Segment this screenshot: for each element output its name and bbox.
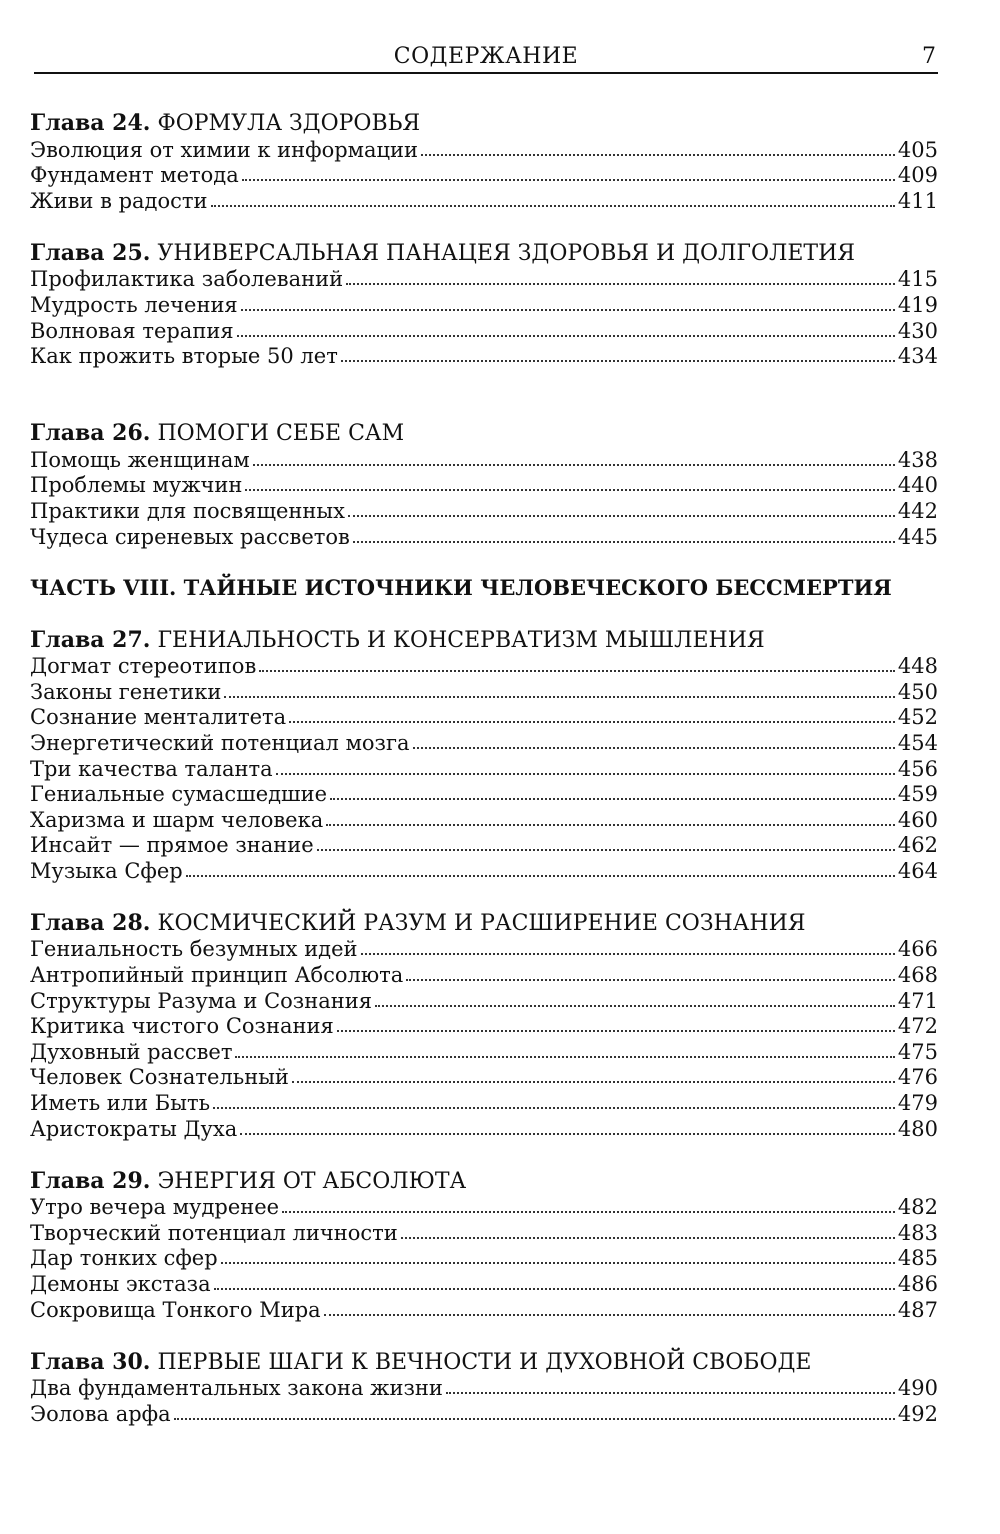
toc-entry[interactable]: [30, 1064, 938, 1090]
spacer: [30, 883, 938, 910]
chapter-label: Глава 27.: [30, 626, 151, 653]
toc-entry[interactable]: [30, 187, 938, 213]
toc-entry[interactable]: [30, 936, 938, 962]
entry-title: Структуры Разума и Сознания: [30, 988, 372, 1013]
entry-title: Эволюция от химии к информации: [30, 137, 419, 162]
chapter-heading-24: [30, 110, 938, 136]
entry-title: Практики для посвященных: [30, 498, 345, 523]
spacer: [30, 368, 938, 420]
entry-page-number: 454: [897, 730, 938, 755]
entry-page-number: 468: [897, 963, 938, 988]
entry-page-number: 490: [897, 1376, 938, 1401]
dot-leader: [324, 1314, 895, 1316]
chapter-heading-26: [30, 420, 938, 446]
entry-title: Чудеса сиреневых рассветов: [30, 524, 350, 549]
entry-page-number: 440: [897, 473, 938, 498]
dot-leader: [235, 1056, 894, 1058]
entry-title: Энергетический потенциал мозга: [30, 730, 410, 755]
dot-leader: [211, 205, 895, 207]
chapter-heading-27: [30, 627, 938, 653]
toc-entry[interactable]: [30, 987, 938, 1013]
running-head: [34, 40, 938, 74]
toc-entry[interactable]: [30, 1089, 938, 1115]
dot-leader: [276, 773, 895, 775]
toc-entry[interactable]: [30, 704, 938, 730]
dot-leader: [292, 1081, 895, 1083]
dot-leader: [406, 979, 895, 981]
toc-entry[interactable]: [30, 781, 938, 807]
entry-page-number: 460: [897, 807, 938, 832]
dot-leader: [240, 1133, 895, 1135]
entry-title: Два фундаментальных закона жизни: [30, 1376, 443, 1401]
spacer: [30, 1141, 938, 1168]
entry-title: Профилактика заболеваний: [30, 267, 344, 292]
toc-entry[interactable]: [30, 136, 938, 162]
spacer: [30, 1322, 938, 1349]
entry-title: Фундамент метода: [30, 163, 239, 188]
entry-title: Харизма и шарм человека: [30, 807, 324, 832]
dot-leader: [224, 696, 895, 698]
toc-entry[interactable]: [30, 1038, 938, 1064]
dot-leader: [348, 515, 895, 517]
dot-leader: [361, 953, 895, 955]
toc-entry[interactable]: [30, 446, 938, 472]
entry-page-number: 479: [897, 1091, 938, 1116]
entry-title: Аристократы Духа: [30, 1116, 238, 1141]
toc-entry[interactable]: [30, 1115, 938, 1141]
chapter-title: ПЕРВЫЕ ШАГИ К ВЕЧНОСТИ И ДУХОВНОЙ СВОБОДЕ: [157, 1349, 812, 1375]
dot-leader: [330, 798, 895, 800]
entry-page-number: 476: [897, 1065, 938, 1090]
dot-leader: [282, 1211, 895, 1213]
toc-entry[interactable]: [30, 1270, 938, 1296]
toc-entry[interactable]: [30, 1400, 938, 1426]
entry-title: Помощь женщинам: [30, 447, 250, 472]
toc-entry[interactable]: [30, 857, 938, 883]
dot-leader: [326, 824, 895, 826]
toc-entry[interactable]: [30, 497, 938, 523]
toc-entry[interactable]: [30, 1219, 938, 1245]
toc-entry[interactable]: [30, 1194, 938, 1220]
dot-leader: [353, 541, 895, 543]
dot-leader: [221, 1262, 895, 1264]
chapter-label: Глава 28.: [30, 909, 151, 936]
entry-page-number: 438: [897, 447, 938, 472]
table-of-contents: [30, 110, 938, 1426]
entry-title: Утро вечера мудренее: [30, 1195, 280, 1220]
chapter-label: Глава 26.: [30, 420, 151, 447]
chapter-title: ФОРМУЛА ЗДОРОВЬЯ: [157, 111, 421, 136]
entry-title: Сознание менталитета: [30, 705, 287, 730]
page-title: СОДЕРЖАНИЕ: [393, 44, 579, 69]
toc-entry[interactable]: [30, 729, 938, 755]
chapter-title: ПОМОГИ СЕБЕ САМ: [157, 421, 405, 447]
entry-title: Как прожить вторые 50 лет: [30, 344, 338, 369]
toc-entry[interactable]: [30, 678, 938, 704]
entry-page-number: 448: [897, 654, 938, 679]
entry-page-number: 485: [897, 1246, 938, 1271]
entry-title: Демоны экстаза: [30, 1272, 211, 1296]
toc-entry[interactable]: [30, 523, 938, 549]
dot-leader: [446, 1392, 895, 1394]
dot-leader: [401, 1237, 895, 1239]
toc-entry[interactable]: [30, 317, 938, 343]
entry-title: Эолова арфа: [30, 1401, 171, 1426]
chapter-title: КОСМИЧЕСКИЙ РАЗУМ И РАСШИРЕНИЕ СОЗНАНИЯ: [157, 910, 806, 936]
toc-entry[interactable]: [30, 1375, 938, 1401]
chapter-title: УНИВЕРСАЛЬНАЯ ПАНАЦЕЯ ЗДОРОВЬЯ И ДОЛГОЛЕТИЯ: [157, 240, 856, 266]
dot-leader: [346, 283, 895, 285]
spacer: [30, 213, 938, 240]
spacer: [30, 601, 938, 627]
entry-page-number: 452: [897, 705, 938, 730]
entry-page-number: 442: [897, 498, 938, 523]
dot-leader: [174, 1418, 895, 1420]
dot-leader: [421, 154, 895, 156]
entry-title: Иметь или Быть: [30, 1091, 211, 1116]
entry-page-number: 450: [897, 679, 938, 704]
entry-title: Мудрость лечения: [30, 292, 238, 317]
entry-page-number: 464: [897, 858, 938, 883]
entry-title: Инсайт — прямое знание: [30, 833, 314, 858]
toc-entry[interactable]: [30, 162, 938, 188]
dot-leader: [341, 360, 895, 362]
dot-leader: [241, 309, 895, 311]
entry-page-number: 492: [897, 1401, 938, 1426]
chapter-label: Глава 24.: [30, 110, 151, 136]
toc-entry[interactable]: [30, 653, 938, 679]
entry-title: Законы генетики: [30, 679, 222, 704]
dot-leader: [253, 464, 895, 466]
chapter-heading-30: [30, 1349, 938, 1375]
entry-title: Гениальность безумных идей: [30, 937, 358, 962]
entry-title: Человек Сознательный: [30, 1065, 289, 1090]
toc-entry[interactable]: [30, 961, 938, 987]
entry-title: Гениальные сумасшедшие: [30, 782, 327, 807]
toc-entry[interactable]: [30, 755, 938, 781]
toc-entry[interactable]: [30, 343, 938, 369]
dot-leader: [289, 721, 895, 723]
page-number: 7: [922, 44, 936, 69]
entry-page-number: 409: [897, 163, 938, 188]
dot-leader: [413, 747, 895, 749]
entry-title: Критика чистого Сознания: [30, 1014, 334, 1039]
entry-page-number: 462: [897, 833, 938, 858]
toc-entry[interactable]: [30, 1296, 938, 1322]
toc-entry[interactable]: [30, 266, 938, 292]
toc-entry[interactable]: [30, 291, 938, 317]
entry-page-number: 480: [897, 1116, 938, 1141]
entry-page-number: 459: [897, 782, 938, 807]
toc-entry[interactable]: [30, 1245, 938, 1271]
dot-leader: [317, 849, 895, 851]
entry-title: Три качества таланта: [30, 756, 273, 781]
entry-page-number: 419: [897, 292, 938, 317]
entry-title: Живи в радости: [30, 188, 208, 213]
entry-title: Духовный рассвет: [30, 1039, 233, 1064]
dot-leader: [186, 875, 895, 877]
entry-page-number: 415: [897, 267, 938, 292]
chapter-label: Глава 25.: [30, 239, 151, 266]
dot-leader: [242, 179, 895, 181]
toc-entry[interactable]: [30, 832, 938, 858]
dot-leader: [245, 489, 894, 491]
entry-title: Догмат стереотипов: [30, 654, 257, 679]
spacer: [30, 549, 938, 575]
entry-page-number: 430: [897, 318, 938, 343]
entry-page-number: 456: [897, 756, 938, 781]
entry-page-number: 475: [897, 1039, 938, 1064]
dot-leader: [213, 1107, 895, 1109]
toc-entry[interactable]: [30, 806, 938, 832]
dot-leader: [214, 1288, 895, 1290]
entry-title: Дар тонких сфер: [30, 1246, 218, 1271]
toc-entry[interactable]: [30, 472, 938, 498]
entry-page-number: 483: [897, 1220, 938, 1245]
entry-page-number: 471: [897, 988, 938, 1013]
chapter-heading-28: [30, 910, 938, 936]
entry-title: Творческий потенциал личности: [30, 1220, 398, 1245]
entry-page-number: 472: [897, 1014, 938, 1039]
entry-title: Сокровища Тонкого Мира: [30, 1297, 321, 1322]
entry-page-number: 434: [897, 344, 938, 369]
chapter-heading-29: [30, 1168, 938, 1194]
chapter-heading-25: [30, 240, 938, 266]
dot-leader: [237, 335, 895, 337]
chapter-title: ЭНЕРГИЯ ОТ АБСОЛЮТА: [157, 1168, 467, 1194]
entry-title: Музыка Сфер: [30, 858, 183, 883]
dot-leader: [375, 1005, 895, 1007]
entry-title: Проблемы мужчин: [30, 473, 243, 498]
entry-title: Антропийный принцип Абсолюта: [30, 963, 404, 988]
entry-title: Волновая терапия: [30, 318, 234, 343]
dot-leader: [337, 1030, 895, 1032]
entry-page-number: 411: [897, 188, 938, 213]
dot-leader: [259, 670, 895, 672]
chapter-label: Глава 30.: [30, 1348, 151, 1375]
entry-page-number: 482: [897, 1195, 938, 1220]
chapter-label: Глава 29.: [30, 1167, 151, 1194]
part-heading: ЧАСТЬ VIII. ТАЙНЫЕ ИСТОЧНИКИ ЧЕЛОВЕЧЕСКОГО БЕССМЕРТИЯ: [30, 574, 892, 600]
entry-page-number: 405: [897, 137, 938, 162]
toc-entry[interactable]: [30, 1013, 938, 1039]
entry-page-number: 487: [897, 1297, 938, 1322]
entry-page-number: 445: [897, 524, 938, 549]
chapter-title: ГЕНИАЛЬНОСТЬ И КОНСЕРВАТИЗМ МЫШЛЕНИЯ: [157, 627, 765, 653]
entry-page-number: 466: [897, 937, 938, 962]
entry-page-number: 486: [897, 1272, 938, 1296]
